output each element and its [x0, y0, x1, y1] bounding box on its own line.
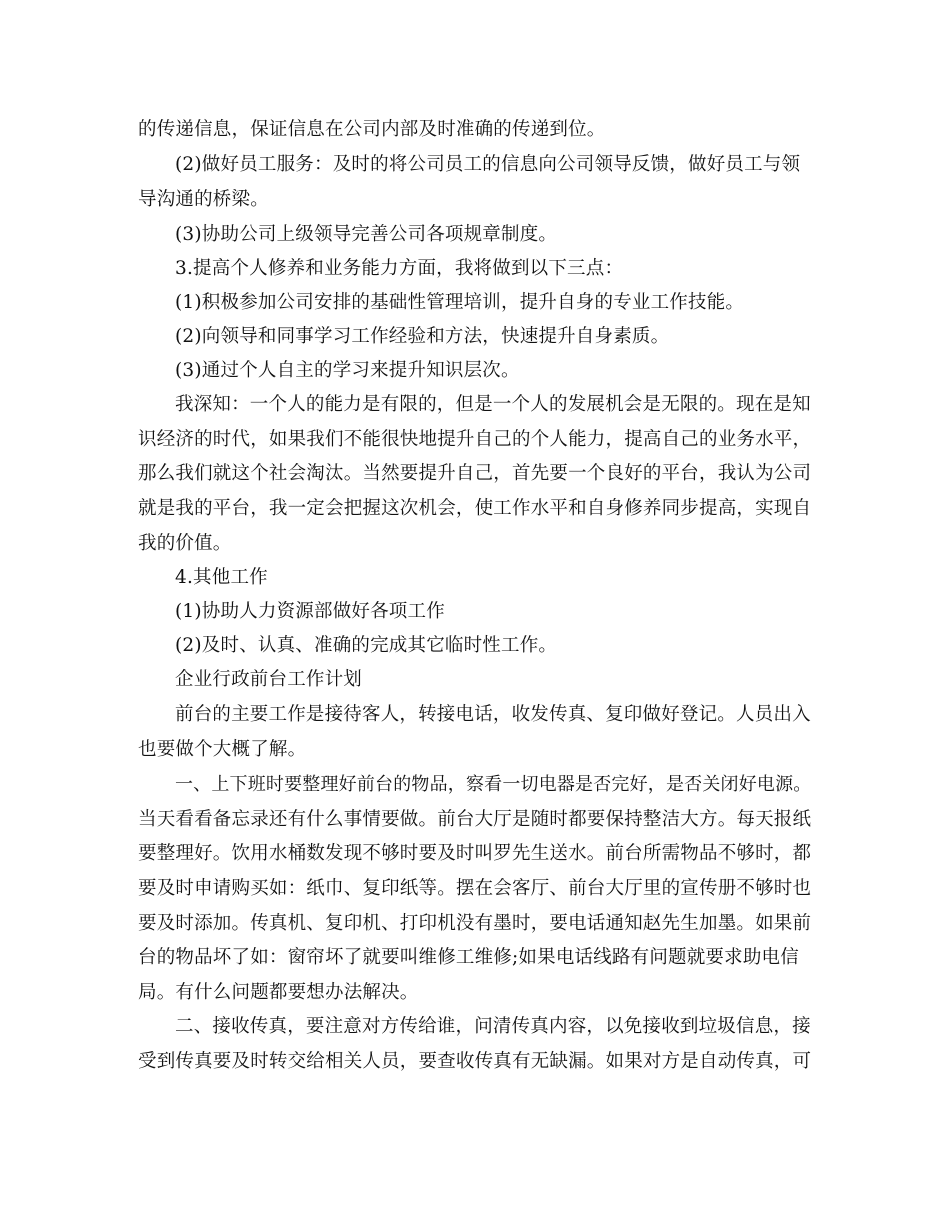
text-line: 也要做个大概了解。	[138, 739, 307, 760]
text-line: 要及时添加。传真机、复印机、打印机没有墨时，要电话通知赵先生加墨。如果前	[138, 913, 812, 934]
text-line: (2)做好员工服务：及时的将公司员工的信息向公司领导反馈，做好员工与领	[175, 154, 801, 175]
text-line: 当天看看备忘录还有什么事情要做。前台大厅是随时都要保持整洁大方。每天报纸	[138, 809, 812, 830]
text-line: (1)协助人力资源部做好各项工作	[175, 601, 445, 622]
text-line: 二、接收传真，要注意对方传给谁，问清传真内容，以免接收到垃圾信息，接	[175, 1016, 811, 1037]
text-line: 要整理好。饮用水桶数发现不够时要及时叫罗先生送水。前台所需物品不够时，都	[138, 843, 812, 864]
text-line: 我的价值。	[138, 533, 232, 554]
text-line: 一、上下班时要整理好前台的物品，察看一切电器是否完好，是否关闭好电源。	[175, 774, 812, 795]
text-line: 受到传真要及时转交给相关人员，要查收传真有无缺漏。如果对方是自动传真，可	[138, 1051, 812, 1072]
text-line: 要及时申请购买如：纸巾、复印纸等。摆在会客厅、前台大厅里的宣传册不够时也	[138, 878, 812, 899]
text-line: (1)积极参加公司安排的基础性管理培训，提升自身的专业工作技能。	[175, 292, 745, 313]
text-line: 我深知：一个人的能力是有限的，但是一个人的发展机会是无限的。现在是知	[175, 394, 811, 415]
text-line: 3.提高个人修养和业务能力方面，我将做到以下三点：	[175, 258, 624, 279]
text-line: 前台的主要工作是接待客人，转接电话，收发传真、复印做好登记。人员出入	[175, 704, 811, 725]
text-line: (3)通过个人自主的学习来提升知识层次。	[175, 360, 520, 381]
section-heading: 企业行政前台工作计划	[175, 669, 363, 690]
text-line: 导沟通的桥梁。	[138, 189, 269, 210]
text-line: 就是我的平台，我一定会把握这次机会，使工作水平和自身修养同步提高，实现自	[138, 498, 812, 519]
text-line: 台的物品坏了如：窗帘坏了就要叫维修工维修;如果电话线路有问题就要求助电信	[138, 947, 799, 968]
text-line: 4.其他工作	[175, 567, 268, 588]
text-line: (3)协助公司上级领导完善公司各项规章制度。	[175, 224, 558, 245]
text-line: 识经济的时代，如果我们不能很快地提升自己的个人能力，提高自己的业务水平，	[138, 429, 812, 450]
text-line: 那么我们就这个社会淘汰。当然要提升自己，首先要一个良好的平台，我认为公司	[138, 463, 812, 484]
text-line: 局。有什么问题都要想办法解决。	[138, 982, 419, 1003]
text-line: (2)向领导和同事学习工作经验和方法，快速提升自身素质。	[175, 326, 670, 347]
text-line: 的传递信息，保证信息在公司内部及时准确的传递到位。	[138, 119, 606, 140]
text-line: (2)及时、认真、准确的完成其它临时性工作。	[175, 635, 558, 656]
